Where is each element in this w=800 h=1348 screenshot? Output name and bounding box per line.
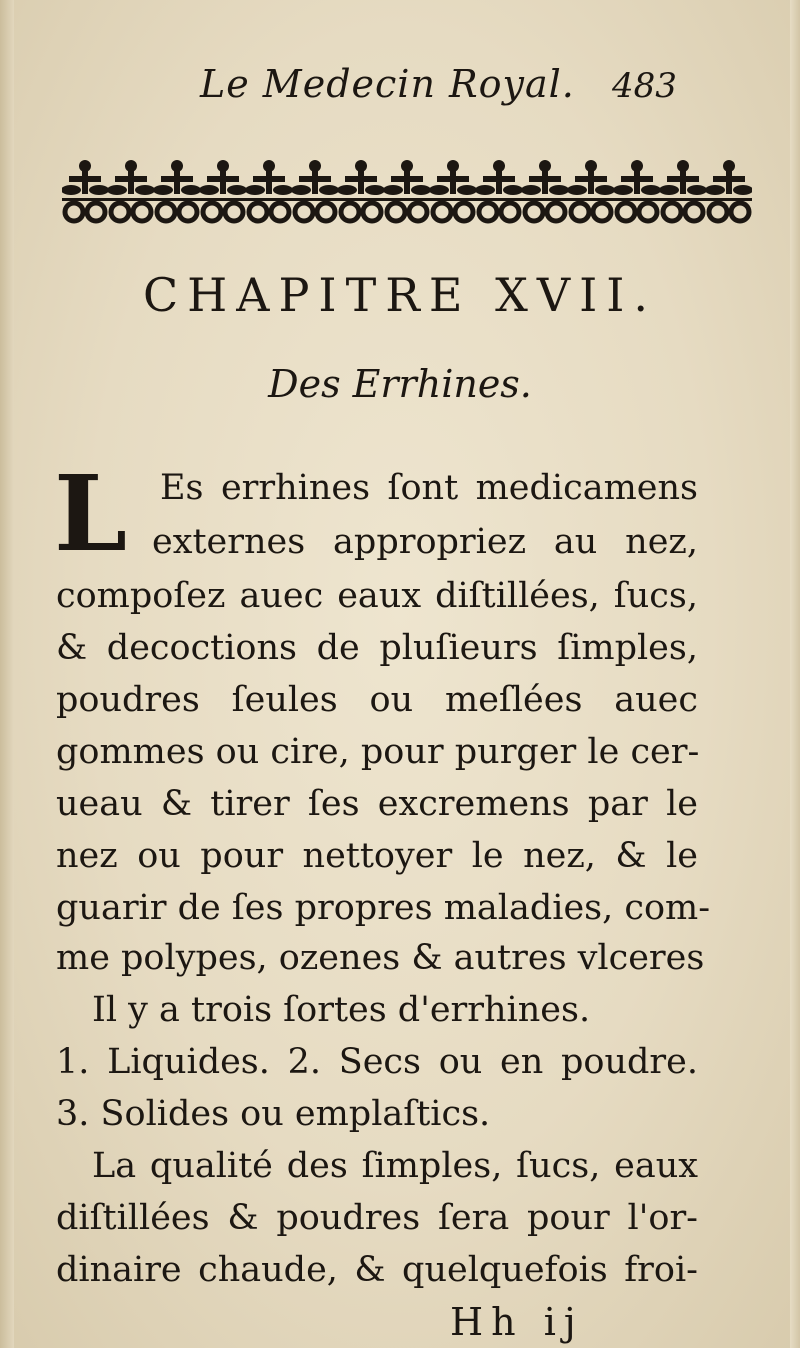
text-line: Il y a trois ſortes d'errhines. xyxy=(92,990,591,1030)
fleuron-unit xyxy=(429,160,477,221)
text-line: Es errhines ſont medicamens xyxy=(160,468,698,508)
text-line: 1. Liquides. 2. Secs ou en poudre. xyxy=(56,1042,698,1082)
text-line: compoſez auec eaux diſtillées, ſucs, xyxy=(56,576,698,616)
chapter-heading: CHAPITRE XVII. xyxy=(142,268,658,322)
fleuron-unit xyxy=(199,160,247,221)
running-title: Le Medecin Royal. xyxy=(200,62,575,106)
fleuron-unit xyxy=(291,160,339,221)
text-line: La qualité des ſimples, ſucs, eaux xyxy=(92,1146,698,1186)
fleuron-unit xyxy=(153,160,201,221)
text-line: guarir de ſes propres maladies, com- xyxy=(56,888,711,928)
fleuron-unit xyxy=(475,160,523,221)
fleuron-unit xyxy=(337,160,385,221)
text-line: me polypes, ozenes & autres vlceres xyxy=(56,938,705,978)
signature-mark: Hh ij xyxy=(450,1300,584,1344)
text-line: 3. Solides ou emplaſtics. xyxy=(56,1094,491,1134)
text-line: diſtillées & poudres ſera pour l'or- xyxy=(56,1198,698,1238)
page-number: 483 xyxy=(612,66,677,106)
text-line: ueau & tirer ſes excremens par le xyxy=(56,784,698,824)
fleuron-unit xyxy=(567,160,615,221)
fleuron-band-ornament-icon xyxy=(62,158,752,230)
fleuron-unit xyxy=(521,160,569,221)
text-line: gommes ou cire, pour purger le cer- xyxy=(56,732,700,772)
fleuron-unit xyxy=(705,160,752,221)
text-line: externes appropriez au nez, xyxy=(152,522,698,562)
fleuron-unit xyxy=(613,160,661,221)
fleuron-unit xyxy=(383,160,431,221)
drop-cap: L xyxy=(54,452,128,575)
fleuron-unit xyxy=(107,160,155,221)
chapter-subtitle: Des Errhines. xyxy=(268,362,532,406)
running-head xyxy=(0,62,800,112)
fleuron-unit xyxy=(62,160,109,221)
text-line: poudres ſeules ou meſlées auec xyxy=(56,680,698,720)
text-line: nez ou pour nettoyer le nez, & le xyxy=(56,836,698,876)
fleuron-unit xyxy=(659,160,707,221)
text-line: & decoctions de pluſieurs ſimples, xyxy=(56,628,698,668)
fleuron-unit xyxy=(245,160,293,221)
text-line: dinaire chaude, & quelquefois froi- xyxy=(56,1250,698,1290)
